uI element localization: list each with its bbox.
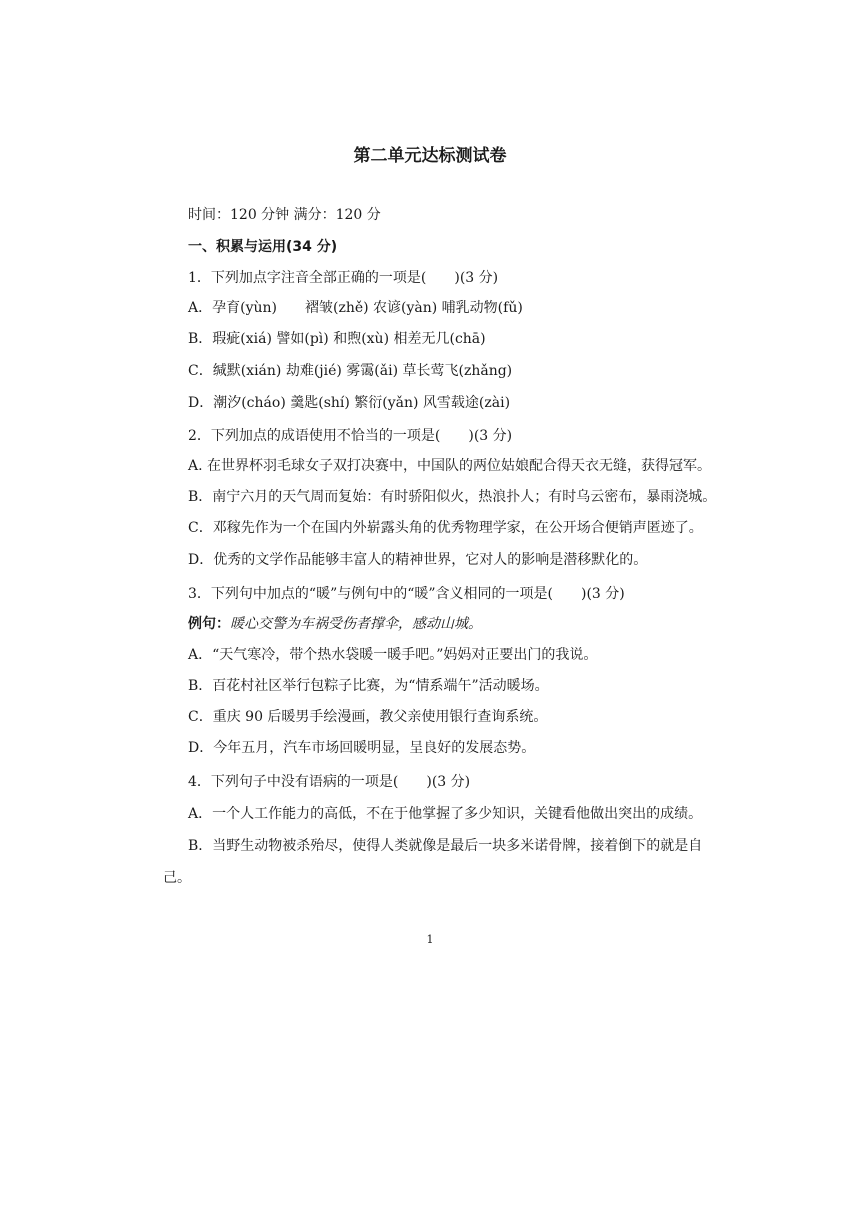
example-label: 例句：: [188, 616, 230, 632]
question-2-option-d: D．优秀的文学作品能够丰富人的精神世界，它对人的影响是潜移默化的。: [188, 552, 648, 568]
question-2-option-a: A. 在世界杯羽毛球女子双打决赛中，中国队的两位姑娘配合得天衣无缝，获得冠军。: [188, 458, 712, 474]
question-4-option-b: B．当野生动物被杀殆尽，使得人类就像是最后一块多米诺骨牌，接着倒下的就是自: [188, 838, 703, 854]
question-3-example: [188, 614, 482, 634]
question-4-stem: 4．下列句子中没有语病的一项是( )(3 分): [188, 774, 471, 790]
question-3-option-d: D．今年五月，汽车市场回暖明显，呈良好的发展态势。: [188, 740, 536, 756]
page-number: 1: [426, 933, 434, 946]
question-1-option-d: D．潮汐(cháo) 羹匙(shí) 繁衍(yǎn) 风雪载途(zài): [188, 395, 511, 411]
question-2-option-c: C．邓稼先作为一个在国内外崭露头角的优秀物理学家，在公开场合便销声匿迹了。: [188, 520, 703, 536]
question-2-stem: 2．下列加点的成语使用不恰当的一项是( )(3 分): [188, 428, 513, 444]
section-heading: 一、积累与运用(34 分): [188, 239, 338, 255]
page-title: 第二单元达标测试卷: [353, 146, 507, 166]
question-1-option-b: B．瑕疵(xiá) 譬如(pì) 和煦(xù) 相差无几(chā): [188, 331, 486, 347]
question-3-stem: 3．下列句中加点的“暖”与例句中的“暖”含义相同的一项是( )(3 分): [188, 586, 625, 602]
question-3-option-c: C．重庆 90 后暖男手绘漫画，教父亲使用银行查询系统。: [188, 709, 548, 725]
question-1-option-a: A．孕育(yùn) 褶皱(zhě) 农谚(yàn) 哺乳动物(fǔ): [188, 300, 523, 316]
question-4-option-a: A．一个人工作能力的高低，不在于他掌握了多少知识，关键看他做出突出的成绩。: [188, 806, 703, 822]
question-3-option-a: A．“天气寒冷，带个热水袋暖一暖手吧。”妈妈对正要出门的我说。: [188, 647, 598, 663]
question-2-option-b: B．南宁六月的天气周而复始：有时骄阳似火，热浪扑人；有时乌云密布，暴雨浇城。: [188, 489, 717, 505]
exam-meta: 时间：120 分钟 满分：120 分: [188, 207, 381, 223]
question-1-option-c: C．缄默(xián) 劫难(jié) 雾霭(ǎi) 草长莺飞(zhǎng): [188, 363, 513, 379]
question-1-stem: 1．下列加点字注音全部正确的一项是( )(3 分): [188, 270, 499, 286]
question-3-option-b: B．百花村社区举行包粽子比赛，为“情系端午”活动暖场。: [188, 678, 549, 694]
question-4-option-b-continued: 己。: [163, 870, 191, 886]
example-sentence: 暖心交警为车祸受伤者撑伞，感动山城。: [230, 616, 482, 632]
